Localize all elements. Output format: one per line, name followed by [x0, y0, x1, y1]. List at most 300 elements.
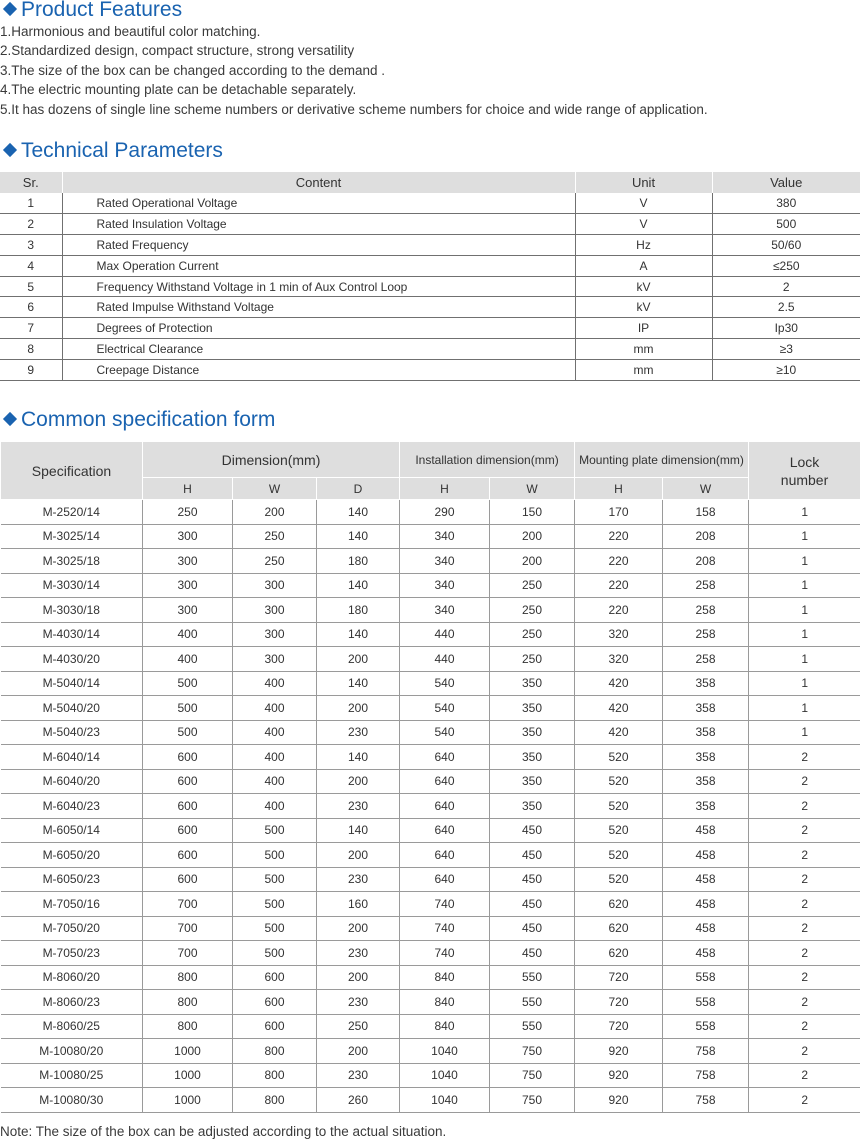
cell-mounting-h: 720 [575, 965, 663, 990]
cell-mounting-w: 558 [663, 990, 749, 1015]
cell-specification: M-10080/25 [1, 1063, 143, 1088]
cell-dimension-w: 300 [233, 647, 317, 672]
cell-specification: M-10080/20 [1, 1039, 143, 1064]
cell-mounting-h: 920 [575, 1039, 663, 1064]
cell-lock-number: 2 [749, 818, 860, 843]
cell-value: ≤250 [712, 255, 860, 276]
table-row [1, 1014, 860, 1039]
table-row [1, 500, 860, 525]
table-row [1, 892, 860, 917]
product-features-heading [2, 0, 182, 22]
table-row [1, 941, 860, 966]
header-dimension: Dimension(mm) [143, 442, 400, 478]
cell-installation-w: 250 [490, 598, 575, 623]
cell-dimension-d: 230 [317, 794, 400, 819]
cell-mounting-w: 258 [663, 598, 749, 623]
cell-mounting-h: 520 [575, 769, 663, 794]
cell-dimension-w: 500 [233, 916, 317, 941]
header-installation-h: H [400, 478, 490, 500]
cell-dimension-w: 400 [233, 720, 317, 745]
cell-dimension-h: 600 [143, 794, 233, 819]
cell-value: 2.5 [712, 297, 860, 318]
cell-dimension-w: 400 [233, 696, 317, 721]
table-row [1, 622, 860, 647]
cell-content: Rated Impulse Withstand Voltage [62, 297, 575, 318]
cell-mounting-h: 520 [575, 745, 663, 770]
cell-mounting-h: 220 [575, 524, 663, 549]
cell-mounting-w: 158 [663, 500, 749, 525]
cell-mounting-w: 258 [663, 647, 749, 672]
cell-specification: M-4030/20 [1, 647, 143, 672]
cell-dimension-h: 500 [143, 696, 233, 721]
table-header-row [1, 442, 860, 478]
header-value: Value [712, 172, 860, 193]
cell-content: Rated Operational Voltage [62, 193, 575, 214]
table-row [1, 671, 860, 696]
table-row [0, 276, 860, 297]
cell-installation-h: 640 [400, 843, 490, 868]
cell-dimension-h: 300 [143, 573, 233, 598]
cell-mounting-w: 208 [663, 524, 749, 549]
header-mounting-h: H [575, 478, 663, 500]
cell-installation-w: 350 [490, 745, 575, 770]
cell-mounting-h: 170 [575, 500, 663, 525]
cell-mounting-h: 720 [575, 990, 663, 1015]
cell-sr: 1 [0, 193, 62, 214]
cell-installation-h: 1040 [400, 1063, 490, 1088]
cell-installation-w: 550 [490, 965, 575, 990]
cell-unit: kV [575, 297, 712, 318]
table-row [0, 359, 860, 380]
cell-lock-number: 2 [749, 1039, 860, 1064]
cell-installation-h: 340 [400, 573, 490, 598]
cell-specification: M-7050/23 [1, 941, 143, 966]
cell-dimension-d: 140 [317, 500, 400, 525]
cell-specification: M-6050/14 [1, 818, 143, 843]
cell-installation-w: 450 [490, 818, 575, 843]
header-unit: Unit [575, 172, 712, 193]
cell-mounting-w: 458 [663, 818, 749, 843]
cell-dimension-w: 600 [233, 990, 317, 1015]
cell-lock-number: 2 [749, 990, 860, 1015]
table-row [1, 769, 860, 794]
cell-dimension-d: 230 [317, 990, 400, 1015]
cell-sr: 5 [0, 276, 62, 297]
cell-value: 50/60 [712, 235, 860, 256]
cell-installation-w: 450 [490, 916, 575, 941]
cell-mounting-h: 420 [575, 720, 663, 745]
header-installation-w: W [490, 478, 575, 500]
cell-mounting-h: 920 [575, 1088, 663, 1113]
footnote: Note: The size of the box can be adjusted according to the actual situation. [0, 1124, 447, 1139]
cell-dimension-d: 140 [317, 622, 400, 647]
cell-lock-number: 2 [749, 941, 860, 966]
cell-specification: M-3030/18 [1, 598, 143, 623]
cell-dimension-d: 200 [317, 965, 400, 990]
cell-unit: kV [575, 276, 712, 297]
cell-unit: Hz [575, 235, 712, 256]
cell-lock-number: 2 [749, 1088, 860, 1113]
cell-dimension-d: 260 [317, 1088, 400, 1113]
cell-mounting-w: 358 [663, 720, 749, 745]
table-row [1, 1039, 860, 1064]
header-dimension-w: W [233, 478, 317, 500]
cell-content: Rated Insulation Voltage [62, 214, 575, 235]
cell-installation-h: 740 [400, 941, 490, 966]
cell-dimension-d: 140 [317, 573, 400, 598]
cell-specification: M-6050/20 [1, 843, 143, 868]
cell-specification: M-7050/16 [1, 892, 143, 917]
cell-mounting-w: 758 [663, 1039, 749, 1064]
cell-dimension-d: 230 [317, 867, 400, 892]
cell-installation-h: 540 [400, 720, 490, 745]
cell-dimension-w: 500 [233, 818, 317, 843]
cell-installation-h: 440 [400, 647, 490, 672]
diamond-bullet-icon [3, 2, 17, 16]
cell-dimension-h: 800 [143, 990, 233, 1015]
cell-value: 380 [712, 193, 860, 214]
cell-specification: M-6040/20 [1, 769, 143, 794]
cell-installation-w: 250 [490, 622, 575, 647]
cell-installation-h: 540 [400, 696, 490, 721]
table-row [1, 867, 860, 892]
cell-dimension-h: 700 [143, 916, 233, 941]
cell-specification: M-10080/30 [1, 1088, 143, 1113]
cell-mounting-h: 220 [575, 573, 663, 598]
cell-installation-h: 290 [400, 500, 490, 525]
cell-dimension-w: 800 [233, 1088, 317, 1113]
cell-installation-h: 340 [400, 549, 490, 574]
cell-lock-number: 1 [749, 573, 860, 598]
cell-mounting-w: 358 [663, 671, 749, 696]
cell-specification: M-5040/20 [1, 696, 143, 721]
cell-dimension-w: 250 [233, 524, 317, 549]
cell-installation-h: 740 [400, 892, 490, 917]
cell-dimension-d: 140 [317, 671, 400, 696]
cell-mounting-w: 458 [663, 941, 749, 966]
table-row [0, 193, 860, 214]
cell-dimension-d: 180 [317, 598, 400, 623]
cell-specification: M-6040/14 [1, 745, 143, 770]
table-row [0, 339, 860, 360]
header-specification: Specification [1, 442, 143, 500]
cell-specification: M-6040/23 [1, 794, 143, 819]
cell-mounting-h: 220 [575, 598, 663, 623]
feature-item: 2.Standardized design, compact structure, strong versatility [0, 43, 355, 59]
cell-content: Creepage Distance [62, 359, 575, 380]
cell-dimension-w: 400 [233, 745, 317, 770]
table-row [0, 255, 860, 276]
cell-dimension-h: 500 [143, 671, 233, 696]
header-installation: Installation dimension(mm) [400, 442, 575, 478]
cell-installation-h: 640 [400, 794, 490, 819]
cell-content: Degrees of Protection [62, 318, 575, 339]
cell-installation-w: 550 [490, 1014, 575, 1039]
cell-installation-h: 640 [400, 769, 490, 794]
cell-mounting-h: 620 [575, 941, 663, 966]
cell-dimension-h: 600 [143, 769, 233, 794]
cell-mounting-h: 220 [575, 549, 663, 574]
cell-installation-w: 350 [490, 720, 575, 745]
cell-lock-number: 1 [749, 671, 860, 696]
features-list [0, 22, 708, 119]
table-header-row [0, 172, 860, 193]
cell-installation-w: 150 [490, 500, 575, 525]
cell-dimension-w: 500 [233, 843, 317, 868]
cell-dimension-h: 1000 [143, 1088, 233, 1113]
cell-dimension-w: 800 [233, 1063, 317, 1088]
cell-mounting-w: 258 [663, 573, 749, 598]
header-lock-number: Lock number [749, 442, 860, 500]
cell-dimension-d: 180 [317, 549, 400, 574]
cell-lock-number: 2 [749, 843, 860, 868]
cell-installation-w: 550 [490, 990, 575, 1015]
header-dimension-d: D [317, 478, 400, 500]
cell-lock-number: 1 [749, 500, 860, 525]
cell-installation-w: 200 [490, 549, 575, 574]
cell-mounting-h: 520 [575, 794, 663, 819]
header-mounting-w: W [663, 478, 749, 500]
cell-dimension-h: 500 [143, 720, 233, 745]
cell-dimension-w: 300 [233, 573, 317, 598]
cell-dimension-h: 800 [143, 1014, 233, 1039]
cell-sr: 3 [0, 235, 62, 256]
cell-dimension-h: 1000 [143, 1063, 233, 1088]
table-row [0, 235, 860, 256]
cell-sr: 6 [0, 297, 62, 318]
cell-mounting-h: 520 [575, 867, 663, 892]
cell-mounting-w: 758 [663, 1088, 749, 1113]
cell-lock-number: 1 [749, 696, 860, 721]
table-row [0, 297, 860, 318]
cell-value: ≥10 [712, 359, 860, 380]
header-mounting: Mounting plate dimension(mm) [575, 442, 749, 478]
table-row [1, 916, 860, 941]
cell-dimension-d: 230 [317, 1063, 400, 1088]
cell-dimension-d: 200 [317, 843, 400, 868]
table-row [1, 720, 860, 745]
cell-mounting-h: 320 [575, 647, 663, 672]
cell-installation-w: 750 [490, 1039, 575, 1064]
cell-dimension-h: 250 [143, 500, 233, 525]
cell-dimension-d: 200 [317, 696, 400, 721]
cell-specification: M-8060/25 [1, 1014, 143, 1039]
table-row [0, 214, 860, 235]
cell-lock-number: 1 [749, 549, 860, 574]
cell-dimension-h: 600 [143, 818, 233, 843]
specification-title: Common specification form [21, 408, 276, 431]
cell-mounting-h: 920 [575, 1063, 663, 1088]
cell-sr: 2 [0, 214, 62, 235]
cell-installation-h: 640 [400, 818, 490, 843]
cell-dimension-w: 600 [233, 1014, 317, 1039]
header-content: Content [62, 172, 575, 193]
cell-dimension-d: 200 [317, 916, 400, 941]
table-row [1, 990, 860, 1015]
technical-parameters-title: Technical Parameters [21, 139, 223, 162]
cell-specification: M-3025/14 [1, 524, 143, 549]
cell-specification: M-4030/14 [1, 622, 143, 647]
table-row [1, 549, 860, 574]
cell-dimension-d: 160 [317, 892, 400, 917]
cell-dimension-h: 300 [143, 598, 233, 623]
cell-value: ≥3 [712, 339, 860, 360]
cell-dimension-h: 600 [143, 867, 233, 892]
cell-lock-number: 2 [749, 745, 860, 770]
cell-mounting-w: 358 [663, 745, 749, 770]
product-features-title: Product Features [21, 0, 183, 21]
cell-dimension-w: 400 [233, 671, 317, 696]
cell-content: Max Operation Current [62, 255, 575, 276]
table-row [1, 524, 860, 549]
cell-mounting-w: 758 [663, 1063, 749, 1088]
cell-dimension-d: 140 [317, 818, 400, 843]
cell-mounting-h: 520 [575, 843, 663, 868]
table-row [1, 794, 860, 819]
cell-installation-h: 340 [400, 524, 490, 549]
cell-value: 2 [712, 276, 860, 297]
technical-parameters-heading [2, 139, 223, 163]
cell-dimension-w: 400 [233, 794, 317, 819]
cell-dimension-d: 230 [317, 941, 400, 966]
cell-mounting-h: 620 [575, 916, 663, 941]
table-row [0, 318, 860, 339]
cell-installation-w: 750 [490, 1088, 575, 1113]
cell-dimension-h: 300 [143, 549, 233, 574]
cell-lock-number: 1 [749, 524, 860, 549]
cell-specification: M-2520/14 [1, 500, 143, 525]
cell-installation-w: 350 [490, 769, 575, 794]
cell-specification: M-8060/23 [1, 990, 143, 1015]
cell-sr: 9 [0, 359, 62, 380]
cell-dimension-h: 400 [143, 622, 233, 647]
table-row [1, 573, 860, 598]
cell-lock-number: 1 [749, 622, 860, 647]
cell-installation-h: 340 [400, 598, 490, 623]
table-row [1, 647, 860, 672]
cell-lock-number: 2 [749, 867, 860, 892]
cell-lock-number: 1 [749, 598, 860, 623]
cell-installation-w: 450 [490, 892, 575, 917]
header-sr: Sr. [22, 175, 39, 190]
table-row [1, 1088, 860, 1113]
cell-installation-w: 750 [490, 1063, 575, 1088]
cell-installation-w: 200 [490, 524, 575, 549]
cell-dimension-h: 700 [143, 892, 233, 917]
cell-mounting-w: 458 [663, 867, 749, 892]
cell-installation-h: 840 [400, 1014, 490, 1039]
cell-lock-number: 2 [749, 794, 860, 819]
cell-installation-h: 1040 [400, 1088, 490, 1113]
cell-content: Electrical Clearance [62, 339, 575, 360]
cell-installation-h: 840 [400, 965, 490, 990]
cell-specification: M-3025/18 [1, 549, 143, 574]
cell-dimension-h: 300 [143, 524, 233, 549]
specification-heading [2, 408, 275, 432]
cell-mounting-w: 358 [663, 696, 749, 721]
cell-lock-number: 2 [749, 916, 860, 941]
cell-value: 500 [712, 214, 860, 235]
feature-item: 1.Harmonious and beautiful color matching. [0, 24, 261, 39]
technical-parameters-table [0, 172, 860, 381]
table-row [1, 696, 860, 721]
cell-dimension-h: 1000 [143, 1039, 233, 1064]
feature-item: 3.The size of the box can be changed according to the demand . [0, 62, 386, 78]
cell-installation-w: 450 [490, 941, 575, 966]
cell-mounting-w: 358 [663, 769, 749, 794]
cell-mounting-w: 458 [663, 843, 749, 868]
cell-mounting-w: 358 [663, 794, 749, 819]
table-row [1, 843, 860, 868]
cell-lock-number: 2 [749, 769, 860, 794]
table-row [1, 965, 860, 990]
cell-lock-number: 1 [749, 720, 860, 745]
cell-specification: M-5040/14 [1, 671, 143, 696]
cell-specification: M-8060/20 [1, 965, 143, 990]
cell-mounting-h: 420 [575, 671, 663, 696]
cell-content: Rated Frequency [62, 235, 575, 256]
cell-value: Ip30 [712, 318, 860, 339]
cell-specification: M-7050/20 [1, 916, 143, 941]
cell-dimension-d: 140 [317, 745, 400, 770]
cell-lock-number: 2 [749, 1014, 860, 1039]
diamond-bullet-icon [3, 143, 17, 157]
cell-mounting-h: 620 [575, 892, 663, 917]
cell-sr: 4 [0, 255, 62, 276]
cell-lock-number: 2 [749, 965, 860, 990]
table-row [1, 598, 860, 623]
cell-installation-h: 740 [400, 916, 490, 941]
cell-dimension-w: 500 [233, 892, 317, 917]
cell-unit: mm [575, 359, 712, 380]
cell-installation-w: 450 [490, 867, 575, 892]
cell-dimension-w: 400 [233, 769, 317, 794]
cell-installation-h: 640 [400, 867, 490, 892]
cell-installation-h: 440 [400, 622, 490, 647]
cell-installation-w: 350 [490, 794, 575, 819]
cell-dimension-d: 250 [317, 1014, 400, 1039]
header-dimension-h: H [143, 478, 233, 500]
cell-dimension-h: 800 [143, 965, 233, 990]
table-row [1, 818, 860, 843]
cell-dimension-d: 230 [317, 720, 400, 745]
cell-mounting-w: 558 [663, 965, 749, 990]
cell-unit: A [575, 255, 712, 276]
cell-unit: V [575, 214, 712, 235]
diamond-bullet-icon [3, 412, 17, 426]
cell-dimension-w: 300 [233, 598, 317, 623]
feature-item: 5.It has dozens of single line scheme numbers or derivative scheme numbers for choice and wide range of application. [0, 101, 708, 117]
feature-item: 4.The electric mounting plate can be detachable separately. [0, 82, 357, 98]
cell-dimension-h: 600 [143, 843, 233, 868]
table-row [1, 1063, 860, 1088]
cell-installation-h: 640 [400, 745, 490, 770]
cell-lock-number: 2 [749, 892, 860, 917]
cell-installation-h: 840 [400, 990, 490, 1015]
cell-content: Frequency Withstand Voltage in 1 min of Aux Control Loop [62, 276, 575, 297]
cell-unit: V [575, 193, 712, 214]
cell-dimension-d: 140 [317, 524, 400, 549]
cell-dimension-w: 200 [233, 500, 317, 525]
cell-dimension-d: 200 [317, 647, 400, 672]
cell-mounting-h: 720 [575, 1014, 663, 1039]
cell-unit: mm [575, 339, 712, 360]
cell-dimension-h: 600 [143, 745, 233, 770]
cell-unit: IP [575, 318, 712, 339]
cell-mounting-w: 458 [663, 916, 749, 941]
cell-dimension-h: 400 [143, 647, 233, 672]
cell-dimension-w: 250 [233, 549, 317, 574]
